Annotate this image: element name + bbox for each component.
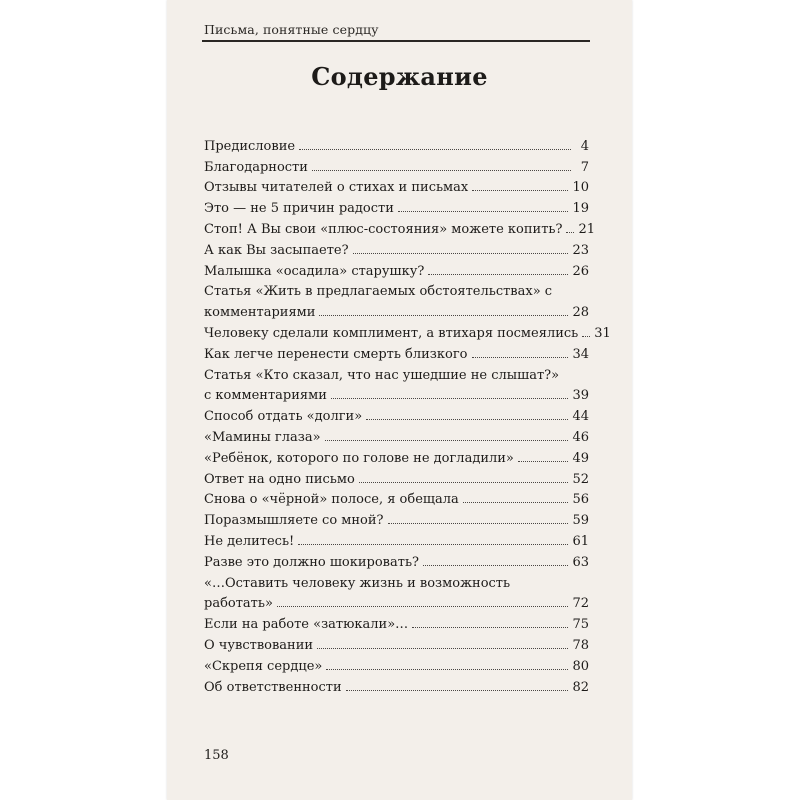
toc-entry [204,362,589,404]
header-rule [202,40,590,42]
toc-leader-dots [472,357,569,358]
toc-entry-title-continued: комментариями [204,305,316,321]
toc-entry-page: 72 [572,596,589,612]
toc-entry [204,195,589,216]
book-page [167,0,632,800]
toc-entry-title: О чувствовании [204,637,314,653]
toc-entry [204,674,589,695]
running-head: Письма, понятные сердцу [204,22,379,37]
toc-entry-page: 49 [572,450,589,466]
toc-entry [204,507,589,528]
toc-entry-page: 21 [578,221,595,237]
toc-entry-page: 23 [572,242,589,258]
toc-entry-page: 31 [594,325,611,341]
toc-entry [204,445,589,466]
toc-entry [204,570,589,612]
toc-entry-page: 56 [572,492,589,508]
toc-leader-dots [346,690,569,691]
toc-leader-dots [299,149,571,150]
toc-entry-title: Если на работе «затюкали»… [204,617,409,633]
toc-entry-page: 63 [572,554,589,570]
toc-leader-dots [582,336,590,337]
toc-leader-dots [566,232,574,233]
toc-entry-page: 46 [572,429,589,445]
toc-entry [204,424,589,445]
toc-entry-page: 44 [572,409,589,425]
page-number: 158 [204,748,229,763]
toc-entry [204,279,589,321]
toc-leader-dots [325,440,569,441]
toc-entry [204,175,589,196]
toc-entry-title: А как Вы засыпаете? [204,242,349,258]
toc-entry-page: 78 [572,637,589,653]
toc-entry [204,549,589,570]
toc-entry-title: Способ отдать «долги» [204,409,363,425]
toc-entry [204,133,589,154]
toc-entry-page: 82 [572,679,589,695]
toc-entry-title: Как легче перенести смерть близкого [204,346,468,362]
toc-leader-dots [312,170,571,171]
toc-entry-title: «Мамины глаза» [204,429,321,445]
toc-leader-dots [428,274,568,275]
toc-entry-page: 10 [572,180,589,196]
toc-entry [204,653,589,674]
toc-entry [204,487,589,508]
toc-leader-dots [359,482,569,483]
toc-entry-title: Человеку сделали комплимент, а втихаря посмеялись [204,325,579,341]
toc-entry-page: 28 [572,305,589,321]
toc-entry-title: Разве это должно шокировать? [204,554,419,570]
toc-entry [204,611,589,632]
toc-leader-dots [463,502,569,503]
toc-leader-dots [326,669,568,670]
toc-leader-dots [277,606,569,607]
toc-entry-title: Предисловие [204,138,296,154]
toc-entry-title-continued: работать» [204,596,273,612]
toc-entry [204,632,589,653]
toc-entry [204,528,589,549]
toc-leader-dots [423,565,568,566]
toc-leader-dots [317,648,568,649]
toc-entry-page: 59 [572,513,589,529]
toc-leader-dots [366,419,568,420]
toc-leader-dots [388,523,569,524]
toc-entry-title: Ответ на одно письмо [204,471,355,487]
toc-entry [204,466,589,487]
toc-entry [204,341,589,362]
toc-leader-dots [319,315,568,316]
toc-entry [204,320,611,341]
toc-leader-dots [412,627,568,628]
toc-entry-title: Малышка «осадила» старушку? [204,263,425,279]
toc-entry-page: 39 [572,388,589,404]
toc-entry-title: Благодарности [204,159,308,175]
toc-entry-title: Это — не 5 причин радости [204,201,394,217]
toc-entry [204,258,589,279]
table-of-contents [204,133,611,695]
toc-entry-page: 19 [572,201,589,217]
toc-leader-dots [518,461,569,462]
toc-entry-title: «Ребёнок, которого по голове не догладили» [204,450,514,466]
toc-entry-title: Статья «Кто сказал, что нас ушедшие не слышат?» [204,367,560,383]
toc-entry-page: 34 [572,346,589,362]
toc-entry [204,216,595,237]
toc-entry-page: 7 [580,159,589,175]
toc-entry-title: Об ответственности [204,679,342,695]
toc-entry-title: «Скрепя сердце» [204,658,323,674]
toc-leader-dots [398,211,569,212]
toc-entry-page: 26 [572,263,589,279]
toc-entry-page: 80 [572,658,589,674]
toc-entry [204,403,589,424]
toc-entry-title: Отзывы читателей о стихах и письмах [204,180,469,196]
toc-entry-title-continued: с комментариями [204,388,327,404]
toc-leader-dots [353,253,569,254]
toc-entry-page: 75 [572,617,589,633]
toc-entry-page: 61 [572,533,589,549]
toc-entry-title: Снова о «чёрной» полосе, я обещала [204,492,459,508]
toc-leader-dots [472,190,568,191]
toc-leader-dots [298,544,568,545]
page-title: Содержание [311,62,488,91]
toc-entry-page: 4 [580,138,589,154]
toc-leader-dots [331,398,569,399]
toc-entry-title: Поразмышляете со мной? [204,513,384,529]
toc-entry [204,237,589,258]
toc-entry-page: 52 [572,471,589,487]
toc-entry-title: «…Оставить человеку жизнь и возможность [204,575,511,591]
toc-entry-title: Не делитесь! [204,533,295,549]
toc-entry-title: Статья «Жить в предлагаемых обстоятельствах» с [204,284,553,300]
toc-entry-title: Стоп! А Вы свои «плюс-состояния» можете копить? [204,221,563,237]
toc-entry [204,154,589,175]
